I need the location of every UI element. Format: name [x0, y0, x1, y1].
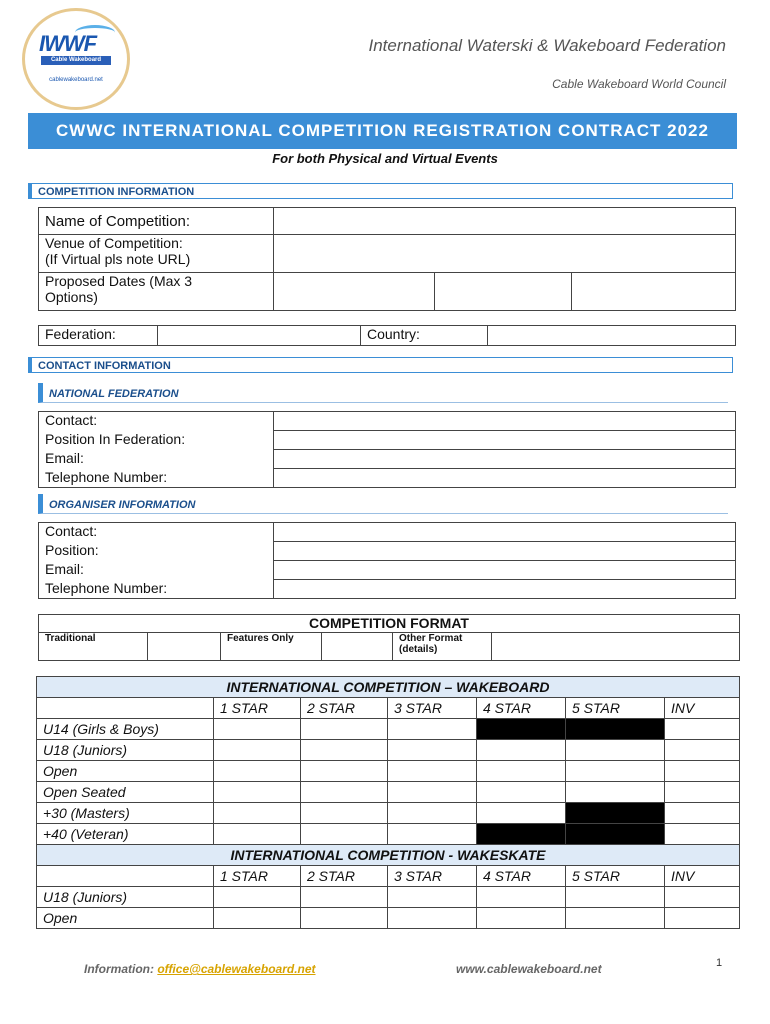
nf-telephone-label: Telephone Number:: [39, 469, 274, 488]
wakeboard-col-5star: 5 STAR: [566, 698, 665, 719]
federation-country-table: [38, 325, 736, 346]
grid-cell[interactable]: [388, 740, 477, 761]
page-subtitle: For both Physical and Virtual Events: [272, 151, 498, 166]
wakeboard-col-3star: 3 STAR: [388, 698, 477, 719]
competition-format-heading: COMPETITION FORMAT: [39, 615, 740, 633]
grid-cell-blocked: [566, 824, 665, 845]
page-title: CWWC INTERNATIONAL COMPETITION REGISTRATION CONTRACT 2022: [28, 113, 737, 149]
country-field[interactable]: [488, 326, 736, 346]
nf-position-label: Position In Federation:: [39, 431, 274, 450]
grid-cell[interactable]: [665, 782, 740, 803]
page-number: 1: [716, 957, 723, 969]
wakeboard-row-label: U18 (Juniors): [37, 740, 214, 761]
grid-cell[interactable]: [665, 761, 740, 782]
grid-cell-blocked: [477, 824, 566, 845]
section-competition-info: COMPETITION INFORMATION: [28, 183, 733, 199]
org-telephone-label: Telephone Number:: [39, 580, 274, 599]
wakeboard-col-2star: 2 STAR: [301, 698, 388, 719]
grid-cell[interactable]: [301, 782, 388, 803]
competition-format-table: [38, 614, 740, 661]
org-email-label: Email:: [39, 561, 274, 580]
national-federation-table: [38, 411, 736, 488]
format-features-field[interactable]: [322, 633, 393, 661]
date-option-1-field[interactable]: [274, 273, 435, 311]
wakeboard-row-label: +30 (Masters): [37, 803, 214, 824]
grid-cell[interactable]: [665, 803, 740, 824]
wakeskate-row-label: U18 (Juniors): [37, 887, 214, 908]
grid-cell[interactable]: [665, 887, 740, 908]
venue-field[interactable]: [274, 235, 736, 273]
wakeskate-corner-cell: [37, 866, 214, 887]
competition-info-table: [38, 207, 736, 311]
nf-contact-field[interactable]: [274, 412, 736, 431]
wakeboard-row-label: Open Seated: [37, 782, 214, 803]
grid-cell[interactable]: [214, 824, 301, 845]
council-name: Cable Wakeboard World Council: [552, 77, 726, 91]
nf-email-field[interactable]: [274, 450, 736, 469]
grid-cell[interactable]: [301, 824, 388, 845]
grid-cell[interactable]: [214, 908, 301, 929]
wakeboard-row-label: U14 (Girls & Boys): [37, 719, 214, 740]
org-position-field[interactable]: [274, 542, 736, 561]
grid-cell[interactable]: [301, 803, 388, 824]
wakeskate-col-2star: 2 STAR: [301, 866, 388, 887]
logo-url: cablewakeboard.net: [49, 77, 103, 83]
grid-cell[interactable]: [301, 740, 388, 761]
wakeboard-col-4star: 4 STAR: [477, 698, 566, 719]
country-label: Country:: [361, 326, 488, 346]
org-email-field[interactable]: [274, 561, 736, 580]
wakeskate-col-inv: INV: [665, 866, 740, 887]
wakeskate-col-4star: 4 STAR: [477, 866, 566, 887]
grid-cell[interactable]: [388, 908, 477, 929]
table-row: [37, 908, 740, 929]
grid-cell[interactable]: [214, 761, 301, 782]
grid-cell[interactable]: [566, 782, 665, 803]
grid-cell[interactable]: [301, 887, 388, 908]
grid-cell[interactable]: [301, 719, 388, 740]
org-name: International Waterski & Wakeboard Federation: [368, 36, 726, 55]
wakeboard-row-label: +40 (Veteran): [37, 824, 214, 845]
org-contact-label: Contact:: [39, 523, 274, 542]
proposed-dates-label: Proposed Dates (Max 3 Options): [39, 273, 274, 311]
grid-cell[interactable]: [477, 803, 566, 824]
nf-contact-label: Contact:: [39, 412, 274, 431]
grid-cell[interactable]: [388, 887, 477, 908]
format-traditional-field[interactable]: [148, 633, 221, 661]
grid-cell[interactable]: [665, 719, 740, 740]
logo-subtitle: Cable Wakeboard: [41, 56, 111, 65]
nf-position-field[interactable]: [274, 431, 736, 450]
grid-cell[interactable]: [665, 908, 740, 929]
iwwf-logo: [22, 8, 130, 110]
grid-cell[interactable]: [477, 761, 566, 782]
grid-cell[interactable]: [566, 740, 665, 761]
table-row: [37, 761, 740, 782]
grid-cell-blocked: [566, 803, 665, 824]
org-contact-field[interactable]: [274, 523, 736, 542]
grid-cell-blocked: [566, 719, 665, 740]
grid-cell[interactable]: [214, 740, 301, 761]
logo-text: IWWF: [39, 31, 97, 56]
grid-cell[interactable]: [477, 782, 566, 803]
grid-cell[interactable]: [214, 803, 301, 824]
footer-info: [84, 962, 316, 976]
wakeboard-corner-cell: [37, 698, 214, 719]
table-row: [37, 740, 740, 761]
wakeskate-col-1star: 1 STAR: [214, 866, 301, 887]
footer-email-link[interactable]: office@cablewakeboard.net: [157, 962, 316, 976]
table-row: [37, 782, 740, 803]
nf-email-label: Email:: [39, 450, 274, 469]
wakeskate-col-3star: 3 STAR: [388, 866, 477, 887]
grid-cell[interactable]: [388, 719, 477, 740]
grid-cell[interactable]: [665, 824, 740, 845]
federation-label: Federation:: [39, 326, 158, 346]
table-row: [37, 719, 740, 740]
grid-cell[interactable]: [477, 887, 566, 908]
wakeboard-heading: INTERNATIONAL COMPETITION – WAKEBOARD: [37, 677, 740, 698]
table-row: [37, 887, 740, 908]
grid-cell[interactable]: [214, 782, 301, 803]
wakeskate-row-label: Open: [37, 908, 214, 929]
grid-cell[interactable]: [388, 803, 477, 824]
name-of-competition-label: Name of Competition:: [39, 208, 274, 235]
date-option-3-field[interactable]: [572, 273, 736, 311]
grid-cell[interactable]: [301, 761, 388, 782]
table-row: [37, 803, 740, 824]
wakeboard-col-1star: 1 STAR: [214, 698, 301, 719]
grid-cell[interactable]: [665, 740, 740, 761]
format-traditional-label: Traditional: [39, 633, 148, 661]
grid-cell[interactable]: [214, 887, 301, 908]
grid-cell-blocked: [477, 719, 566, 740]
venue-label: Venue of Competition: (If Virtual pls note URL): [39, 235, 274, 273]
wakeskate-heading: INTERNATIONAL COMPETITION - WAKESKATE: [37, 845, 740, 866]
format-other-label: Other Format (details): [393, 633, 492, 661]
section-contact-info: CONTACT INFORMATION: [28, 357, 733, 373]
grid-cell[interactable]: [566, 761, 665, 782]
grid-cell[interactable]: [477, 908, 566, 929]
international-competition-table: [36, 676, 740, 929]
subsection-national-federation: NATIONAL FEDERATION: [38, 383, 728, 403]
nf-telephone-field[interactable]: [274, 469, 736, 488]
name-of-competition-field[interactable]: [274, 208, 736, 235]
organiser-info-table: [38, 522, 736, 599]
grid-cell[interactable]: [566, 908, 665, 929]
footer-website[interactable]: www.cablewakeboard.net: [456, 962, 602, 976]
table-row: [37, 824, 740, 845]
grid-cell[interactable]: [477, 740, 566, 761]
grid-cell[interactable]: [301, 908, 388, 929]
grid-cell[interactable]: [388, 761, 477, 782]
grid-cell[interactable]: [388, 824, 477, 845]
grid-cell[interactable]: [388, 782, 477, 803]
subsection-organiser-info: ORGANISER INFORMATION: [38, 494, 728, 514]
footer-info-label: Information:: [84, 962, 158, 976]
wakeskate-col-5star: 5 STAR: [566, 866, 665, 887]
grid-cell[interactable]: [214, 719, 301, 740]
format-features-label: Features Only: [221, 633, 322, 661]
federation-field[interactable]: [158, 326, 361, 346]
wakeboard-col-inv: INV: [665, 698, 740, 719]
grid-cell[interactable]: [566, 887, 665, 908]
format-other-field[interactable]: [492, 633, 740, 661]
wakeboard-row-label: Open: [37, 761, 214, 782]
org-telephone-field[interactable]: [274, 580, 736, 599]
org-position-label: Position:: [39, 542, 274, 561]
date-option-2-field[interactable]: [435, 273, 572, 311]
